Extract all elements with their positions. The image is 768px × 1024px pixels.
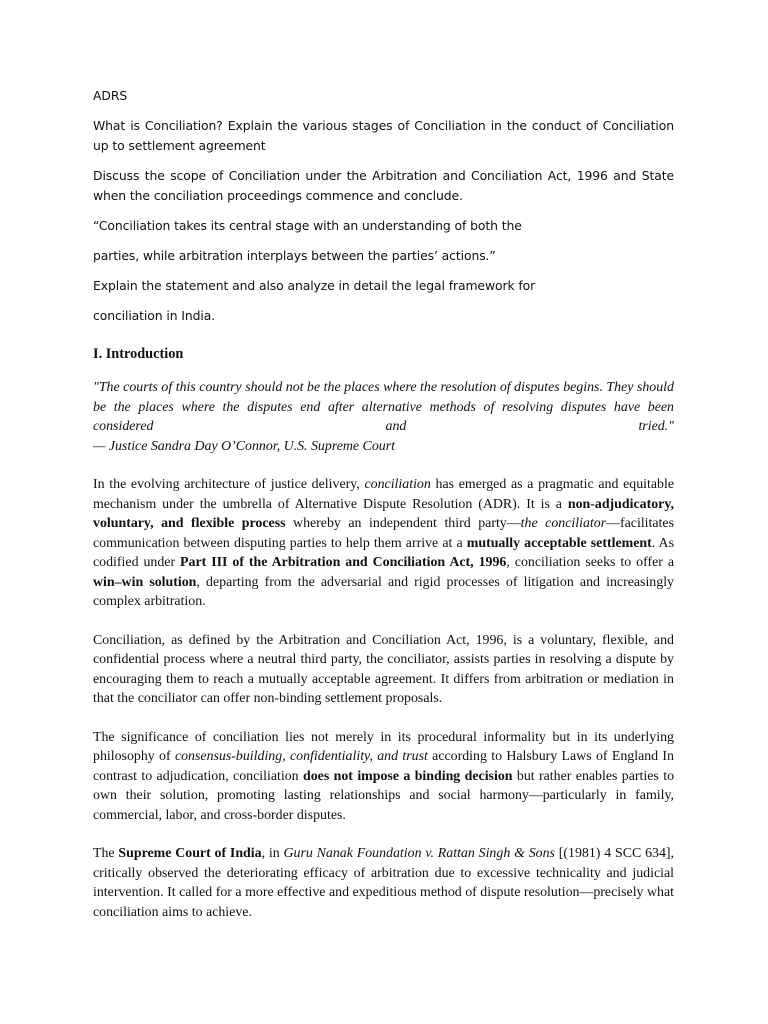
text-run: The xyxy=(93,846,119,861)
text-run: In the evolving architecture of justice delivery, xyxy=(93,477,365,492)
text-run: but rather enables parties to own their solution, promoting lasting relationships and social harmony—particularly in family, commercial, labor, and cross-border disputes. xyxy=(93,768,675,823)
section-heading: I. Introduction xyxy=(93,346,184,362)
text-run: has emerged as a pragmatic and equitable mechanism under the umbrella of Alternative Dispute Resolution (ADR). It is a xyxy=(93,477,674,512)
paragraph-1 xyxy=(93,475,674,612)
epigraph-attribution: — Justice Sandra Day O’Connor, U.S. Supreme Court xyxy=(93,438,395,454)
question-1: What is Conciliation? Explain the various stages of Conciliation in the conduct of Conciliation up to settlement agreement xyxy=(93,118,674,153)
bold-run: Part III of the Arbitration and Conciliation Act, 1996 xyxy=(180,555,507,570)
text-run: whereby an independent third party— xyxy=(285,516,521,531)
bold-run: does not impose a binding decision xyxy=(303,768,513,784)
bold-run: Supreme Court of India xyxy=(118,846,262,861)
question-block xyxy=(93,86,674,326)
body-text xyxy=(93,378,674,922)
bold-run: non-adjudicatory, voluntary, and flexible process xyxy=(93,496,674,531)
epigraph xyxy=(93,378,674,456)
question-2: Discuss the scope of Conciliation under the Arbitration and Conciliation Act, 1996 and State when the conciliation proceedings commence and conclude. xyxy=(93,168,674,203)
text-run: according to Halsbury Laws of England In contrast to adjudication, conciliation xyxy=(93,749,674,784)
question-3-line-4: conciliation in India. xyxy=(93,308,216,323)
paragraph-4 xyxy=(93,844,674,922)
text-run: , in xyxy=(261,846,284,861)
italic-run: Guru Nanak Foundation v. Rattan Singh & Sons xyxy=(283,846,555,861)
text-run: , conciliation seeks to offer a xyxy=(506,555,674,570)
paragraph-3 xyxy=(93,728,674,826)
bold-run: mutually acceptable settlement xyxy=(466,535,652,551)
epigraph-quote: "The courts of this country should not be the places where the resolution of disputes begins. They should be the places where the disputes end after alternative methods of resolving disputes have been considered and tried." xyxy=(93,380,674,434)
course-label: ADRS xyxy=(93,88,128,103)
text-run: —facilitates communication between disputing parties to help them arrive at a xyxy=(93,516,674,551)
italic-run: conciliation xyxy=(364,477,431,492)
text-run: , departing from the adversarial and rigid processes of litigation and increasingly complex arbitration. xyxy=(93,574,675,609)
text-run: The significance of conciliation lies not merely in its procedural informality but in its underlying philosophy of xyxy=(93,729,674,764)
paragraph-2: Conciliation, as defined by the Arbitration and Conciliation Act, 1996, is a voluntary, flexible, and confidential process where a neutral third party, the conciliator, assists parties in resolving a dispute by encouraging them to reach a mutually acceptable agreement. It differs from arbitration or mediation in that the conciliator can offer non-binding settlement proposals. xyxy=(93,632,674,706)
italic-run: consensus-building, confidentiality, and trust xyxy=(174,749,428,764)
text-run: [(1981) 4 SCC 634], critically observed the deteriorating efficacy of arbitration due to excessive technicality and judicial intervention. It called for a more effective and expeditious method of dispute resolution—precisely what conciliation aims to achieve. xyxy=(93,846,675,920)
bold-run: win–win solution xyxy=(93,574,197,590)
italic-run: the conciliator xyxy=(520,516,607,531)
question-3-line-2: parties, while arbitration interplays between the parties’ actions.” xyxy=(93,248,496,263)
question-3-line-1: “Conciliation takes its central stage with an understanding of both the xyxy=(93,218,522,233)
document-page xyxy=(93,86,674,941)
question-3-line-3: Explain the statement and also analyze in detail the legal framework for xyxy=(93,278,536,293)
text-run: . As codified under xyxy=(93,535,674,570)
